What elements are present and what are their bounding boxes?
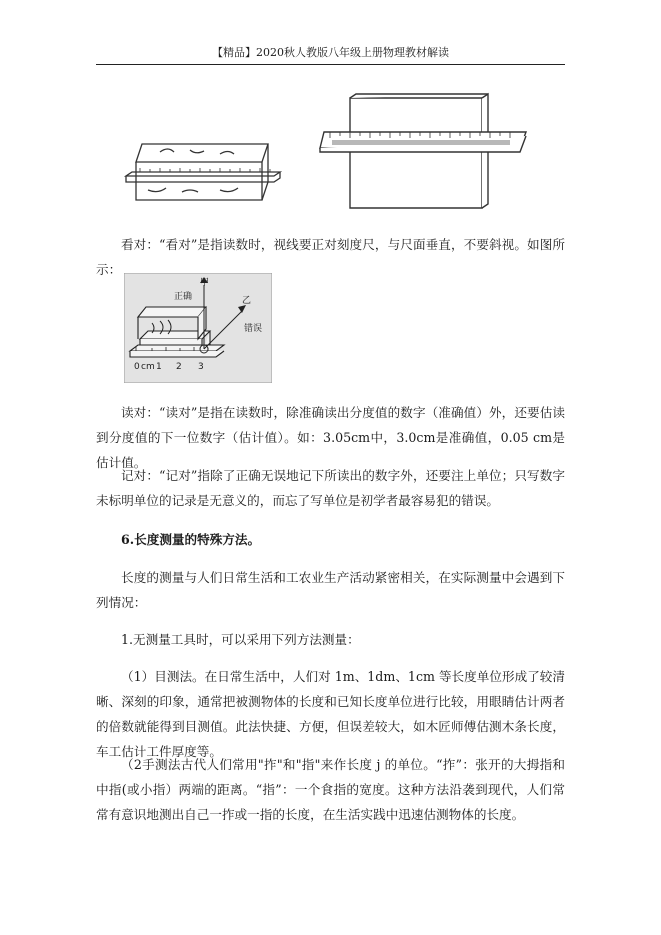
figure-eye-position — [124, 273, 272, 383]
paragraph-intro: 长度的测量与人们日常生活和工农业生产活动紧密相关，在实际测量中会遇到下列情况： — [96, 570, 565, 610]
label-jia: 甲 — [200, 278, 210, 288]
ruler-label-1: 1 — [156, 362, 162, 372]
ruler-label-3: 3 — [198, 362, 204, 372]
ruler-label-0: 0 — [134, 362, 140, 372]
label-wrong: 错误 — [244, 324, 263, 334]
label-yi: 乙 — [242, 296, 252, 306]
paragraph-method2: （2手测法古代人们常用"拃"和"指"来作长度 j 的单位。“拃”：张开的大拇指和中指(或小指）两端的距离。“指”：一个食指的宽度。这种方法沿袭到现代，人们常常有意识地测出自己一拃或一指的长度，在生活实践中迅速估测物体的长度。 — [96, 757, 565, 822]
figure-ruler-on-book — [302, 90, 532, 215]
paragraph-item1: 1.无测量工具时，可以采用下列方法测量： — [121, 632, 360, 647]
ruler-label-cm: cm — [141, 362, 155, 372]
paragraph-jidui: 记对：“记对”指除了正确无误地记下所读出的数字外，还要注上单位；只写数字未标明单位的记录是无意义的，而忘了写单位是初学者最容易犯的错误。 — [96, 468, 565, 508]
header-rule — [96, 64, 565, 65]
section-heading-6: 6.长度测量的特殊方法。 — [121, 532, 261, 547]
page-header: 【精品】2020秋人教版八年级上册物理教材解读 — [212, 46, 449, 59]
paragraph-dudui: 读对：“读对”是指在读数时，除准确读出分度值的数字（准确值）外，还要估读到分度值的下一位数字（估计值）。如：3.05cm中，3.0cm是准确值，0.05 cm是估计值。 — [96, 405, 565, 470]
paragraph-kandui: 看对：“看对”是指读数时，视线要正对刻度尺，与尺面垂直，不要斜视。如图所示： — [96, 237, 565, 277]
ruler-label-2: 2 — [176, 362, 182, 372]
figure-ruler-on-block — [120, 132, 285, 204]
label-correct: 正确 — [174, 292, 193, 302]
paragraph-method1: （1）目测法。在日常生活中，人们对 1m、1dm、1cm 等长度单位形成了较清晰、深刻的印象，通常把被测物体的长度和已知长度单位进行比较，用眼睛估计两者的倍数就能得到目测值。此法快捷、方便，但误差较大，如木匠师傅估测木条长度，车工估计工件厚度等。 — [96, 669, 565, 759]
